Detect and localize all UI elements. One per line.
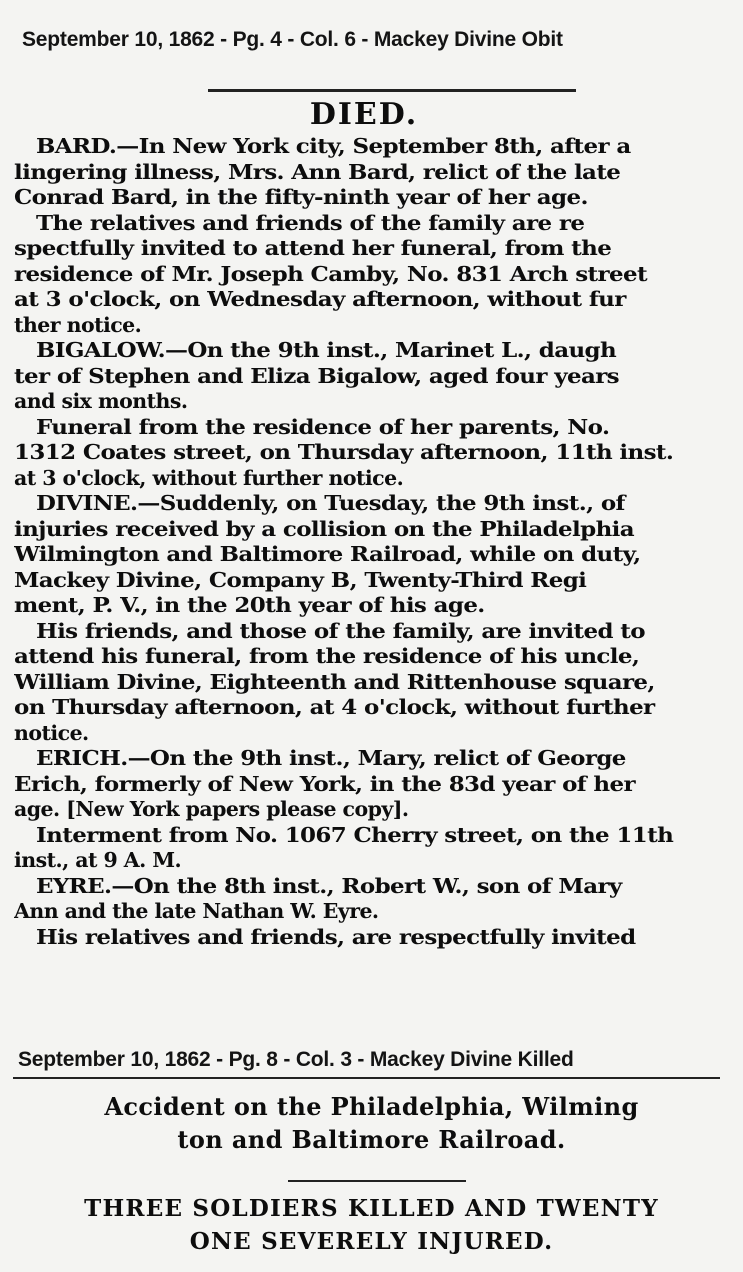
obituary-line: lingering illness, Mrs. Ann Bard, relict of the late — [14, 159, 621, 184]
obituary-line: notice. — [14, 720, 89, 745]
obituary-line: His relatives and friends, are respectfully invited — [36, 924, 636, 949]
obituary-line: inst., at 9 A. M. — [14, 848, 182, 872]
article-subheadline — [14, 1192, 729, 1258]
obituary-line: Interment from No. 1067 Cherry street, on the 11th — [36, 822, 674, 847]
subheadline-line: THREE SOLDIERS KILLED AND TWENTY — [84, 1195, 659, 1222]
obituary-line: Mackey Divine, Company B, Twenty-Third Regi — [14, 567, 587, 592]
obituary-line: His friends, and those of the family, are invited to — [36, 618, 645, 643]
obituary-line: Erich, formerly of New York, in the 83d year of her — [14, 771, 635, 796]
obituary-line: on Thursday afternoon, at 4 o'clock, without further — [14, 695, 655, 719]
obituary-line: residence of Mr. Joseph Camby, No. 831 Arch street — [14, 261, 647, 286]
obituary-body — [14, 134, 714, 950]
obituary-line: ter of Stephen and Eliza Bigalow, aged four years — [14, 363, 620, 388]
caption-obit: September 10, 1862 - Pg. 4 - Col. 6 - Mackey Divine Obit — [22, 28, 563, 51]
obituary-line: Wilmington and Baltimore Railroad, while on duty, — [14, 542, 641, 566]
obituary-line: injuries received by a collision on the Philadelphia — [14, 516, 635, 541]
obituary-line: age. [New York papers please copy]. — [14, 797, 409, 821]
obituary-line: spectfully invited to attend her funeral, from the — [14, 236, 612, 260]
obituary-heading: DIED. — [309, 97, 419, 132]
divider-rule-short — [288, 1180, 466, 1182]
obituary-line: ment, P. V., in the 20th year of his age. — [14, 593, 485, 617]
obituary-line: at 3 o'clock, without further notice. — [14, 465, 404, 490]
article-headline — [14, 1090, 729, 1156]
obituary-line: 1312 Coates street, on Thursday afternoon, 11th inst. — [14, 440, 674, 464]
obituary-line: BIGALOW.—On the 9th inst., Marinet L., daugh — [36, 338, 617, 362]
obituary-line: Ann and the late Nathan W. Eyre. — [14, 899, 379, 923]
obituary-line: attend his funeral, from the residence of his uncle, — [14, 644, 640, 668]
obituary-line: EYRE.—On the 8th inst., Robert W., son of Mary — [36, 873, 622, 898]
obituary-line: William Divine, Eighteenth and Rittenhouse square, — [14, 669, 655, 694]
divider-rule-top — [208, 89, 576, 92]
obituary-line: BARD.—In New York city, September 8th, after a — [36, 134, 631, 158]
obituary-line: Conrad Bard, in the fifty-ninth year of her age. — [14, 185, 588, 209]
obituary-line: and six months. — [14, 389, 188, 413]
subheadline-line: ONE SEVERELY INJURED. — [189, 1228, 554, 1255]
caption-article: September 10, 1862 - Pg. 8 - Col. 3 - Mackey Divine Killed — [18, 1048, 574, 1071]
obituary-line: DIVINE.—Suddenly, on Tuesday, the 9th inst., of — [36, 491, 625, 515]
obituary-line: ther notice. — [14, 312, 142, 337]
headline-line: ton and Baltimore Railroad. — [177, 1125, 566, 1154]
obituary-line: at 3 o'clock, on Wednesday afternoon, without fur — [14, 287, 626, 311]
obituary-line: Funeral from the residence of her parents, No. — [36, 414, 610, 439]
obituary-line: ERICH.—On the 9th inst., Mary, relict of George — [36, 746, 626, 770]
obituary-line: The relatives and friends of the family are re — [36, 210, 585, 235]
obituary-clipping — [14, 98, 714, 950]
headline-line: Accident on the Philadelphia, Wilming — [104, 1092, 639, 1121]
divider-rule-mid — [13, 1077, 720, 1079]
